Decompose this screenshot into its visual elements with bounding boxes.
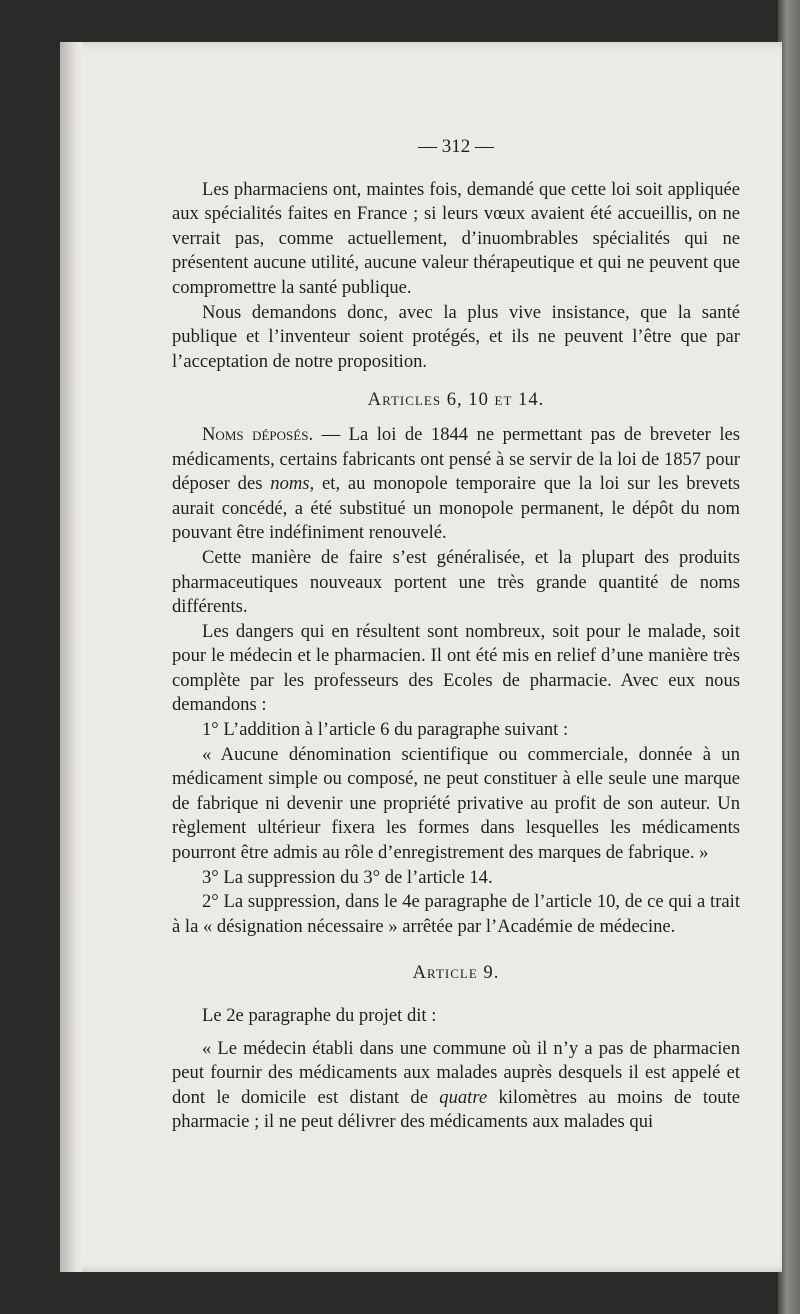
paragraph: Les dangers qui en résultent sont nombreux, soit pour le malade, soit pour le médecin et le pharmacien. Il ont été mis en relief d’une manière très complète par les professeurs des Ecoles de pharmacie. Avec eux nous demandons :: [172, 620, 740, 716]
section-heading: Article 9.: [412, 962, 500, 984]
page-gutter-shadow: [60, 42, 82, 1272]
paragraph: 3° La suppression du 3° de l’article 14.: [202, 866, 493, 888]
paragraph: Les pharmaciens ont, maintes fois, demandé que cette loi soit appliquée aux spécialités faites en France ; si leurs vœux avaient été accueillis, on ne verrait pas, comme actuellement, d’inuombrables spécialités qui ne présentent aucune utilité, aucune valeur thérapeutique et qui ne peuvent que compromettre la santé publique.: [172, 178, 740, 298]
paragraph: 2° La suppression, dans le 4e paragraphe de l’article 10, de ce qui a trait à la « désignation nécessaire » arrêtée par l’Académie de médecine.: [172, 891, 740, 937]
text-run: kilomètres au moins de toute pharmacie ; il ne peut délivrer des médicaments aux malades qui: [172, 1086, 740, 1133]
paragraph: Nous demandons donc, avec la plus vive insistance, que la santé publique et l’inventeur soient protégés, et ils ne peuvent l’être que par l’acceptation de notre proposition.: [172, 301, 740, 372]
paragraph-noms-deposes: [172, 423, 740, 546]
paragraph: Cette manière de faire s’est généralisée, et la plupart des produits pharmaceutiques nouveaux portent une très grande quantité de noms différents.: [172, 546, 740, 618]
paragraph: Le 2e paragraphe du projet dit :: [202, 1005, 437, 1026]
quoted-paragraph: « Aucune dénomination scientifique ou commerciale, donnée à un médicament simple ou composé, ne peut constituer à elle seule une marque de fabrique ni devenir une propriété privative au profit de son auteur. Un règlement ultérieur fixera les formes dans lesquelles les médicaments pourront être admis au rôle d’enregistrement des marques de fabrique. »: [172, 743, 740, 864]
text-run: — La loi de 1844 ne permettant pas de breveter les médicaments, certains fabricants ont pensé à se servir de la loi de 1857 pour déposer des: [172, 423, 740, 495]
run-in-heading: Noms déposés.: [202, 423, 314, 445]
page-text: [172, 135, 740, 1135]
section-heading: Articles 6, 10 et 14.: [367, 389, 545, 411]
page-number: — 312 —: [418, 136, 494, 157]
paragraph: 1° L’addition à l’article 6 du paragraphe suivant :: [202, 719, 569, 741]
italic-run: quatre: [439, 1086, 488, 1108]
text-run: et, au monopole temporaire que la loi sur les brevets aurait concédé, a été substitué un monopole permanent, le dépôt du nom pouvant être indéfiniment renouvelé.: [172, 473, 740, 544]
italic-run: noms,: [270, 473, 315, 495]
text-run: « Le médecin établi dans une commune où il n’y a pas de pharmacien peut fournir des médicaments aux malades auprès desquels il est appelé et dont le domicile est distant de: [172, 1037, 740, 1108]
quoted-paragraph: [172, 1037, 740, 1135]
